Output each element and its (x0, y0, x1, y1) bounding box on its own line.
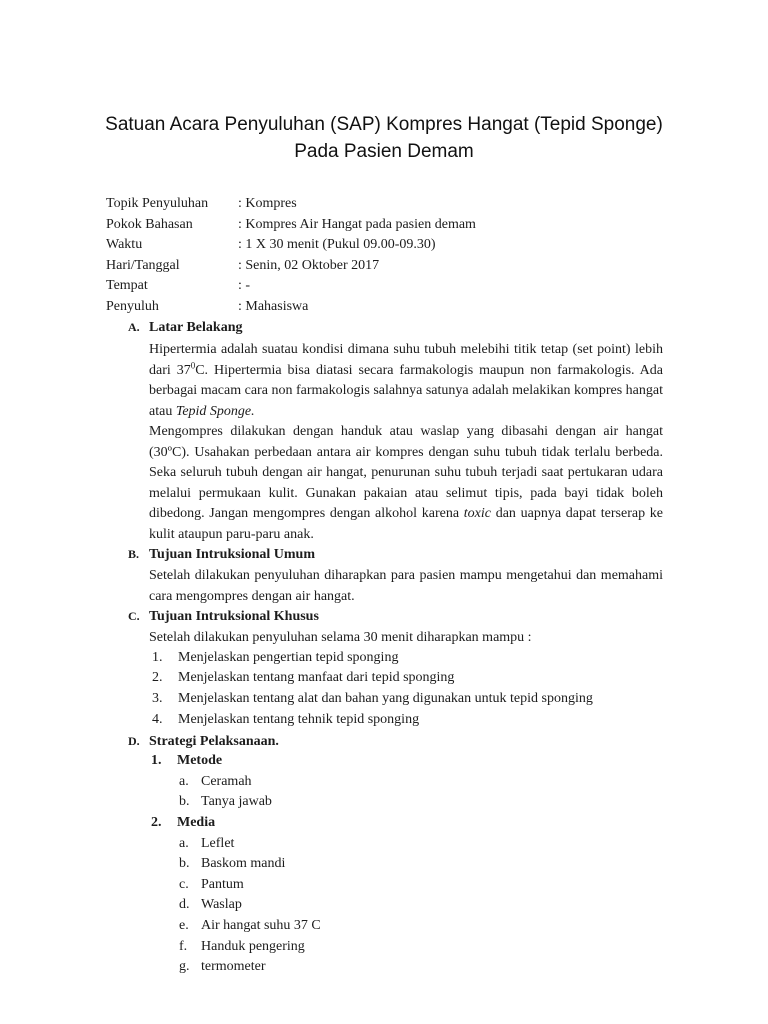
section-a-paragraph-1: Hipertermia adalah suatau kondisi dimana suhu tubuh melebihi titik tetap (set point) lebih dari $37^0C$. Hipertermia bisa diatasi secara farmakologis maupun non farmakologis. Ada berbagai macam cara non farmakologis salahnya satunya adalah melakikan kompres hangat atau Tepid Sponge. (149, 342, 663, 419)
section-title: Tujuan Intruksional Umum (149, 547, 315, 562)
section-b-paragraph: Setelah dilakukan penyuluhan diharapkan para pasien mampu mengetahui dan memahami cara mengompres dengan air hangat. (149, 568, 663, 604)
section-title: Strategi Pelaksanaan. (149, 734, 279, 749)
list-item: 2. Menjelaskan tentang manfaat dari tepid sponging (152, 670, 455, 685)
section-title: Latar Belakang (149, 320, 243, 335)
meta-value: : Mahasiswa (238, 298, 309, 314)
meta-row-penyuluh (106, 297, 476, 318)
media-heading: 2. Media (151, 815, 216, 830)
meta-value: : Kompres (238, 196, 297, 211)
section-d-heading (128, 731, 279, 753)
meta-key: Hari/Tanggal (106, 257, 180, 273)
list-item: b. Tanya jawab (179, 794, 272, 809)
section-title: Tujuan Intruksional Khusus (149, 609, 319, 624)
list-item: a. Ceramah (179, 774, 252, 789)
metadata-table (106, 194, 476, 318)
list-item: 3. Menjelaskan tentang alat dan bahan yang digunakan untuk tepid sponging (152, 691, 593, 706)
section-a-heading (128, 317, 242, 339)
meta-row-pokok (106, 215, 476, 236)
section-letter: D. (128, 734, 140, 748)
list-item: b. Baskom mandi (179, 856, 286, 871)
list-item: f. Handuk pengering (179, 939, 305, 954)
list-item: e. Air hangat suhu 37 C (179, 918, 321, 933)
meta-key: Topik Penyuluhan (106, 196, 209, 211)
page-subtitle: Pada Pasien Demam (294, 141, 474, 162)
meta-value: : Senin, 02 Oktober 2017 (238, 257, 380, 273)
page-title: Satuan Acara Penyuluhan (SAP) Kompres Hangat (Tepid Sponge) (105, 114, 663, 135)
meta-value: : - (238, 278, 251, 294)
meta-row-topik (106, 194, 476, 215)
list-item: d. Waslap (179, 897, 242, 912)
section-letter: C. (128, 609, 140, 623)
section-c-intro: Setelah dilakukan penyuluhan selama 30 menit diharapkan mampu : (149, 630, 532, 645)
meta-key: Penyuluh (106, 298, 159, 314)
list-item: g. termometer (179, 959, 266, 974)
list-item: 1. Menjelaskan pengertian tepid sponging (152, 650, 399, 665)
section-letter: A. (128, 320, 140, 334)
list-item: a. Leflet (179, 836, 235, 851)
list-item: 4. Menjelaskan tentang tehnik tepid sponging (152, 712, 420, 727)
meta-key: Waktu (106, 237, 143, 253)
section-letter: B. (128, 547, 140, 561)
meta-value: : Kompres Air Hangat pada pasien demam (238, 216, 476, 232)
section-b-heading (128, 544, 315, 566)
meta-key: Tempat (106, 278, 148, 294)
meta-row-tempat (106, 276, 476, 297)
meta-key: Pokok Bahasan (106, 216, 193, 232)
meta-row-waktu (106, 235, 476, 256)
section-a-paragraph-2: Mengompres dilakukan dengan handuk atau waslap yang dibasahi dengan air hangat (30ºC). Usahakan perbedaan antara air kompres dengan suhu tubuh tidak terlalu berbeda. Seka seluruh tubuh dengan air hangat, penurunan suhu tubuh terjadi saat pertukaran udara melalui permukaan kulit. Gunakan pakaian atau selimut tipis, pada bayi tidak boleh dibedong. Jangan mengompres dengan alkohol karena toxic dan uapnya dapat terserap ke kulit ataupun paru-paru anak. (149, 424, 663, 542)
meta-row-hari (106, 256, 476, 277)
metode-heading: 1. Metode (151, 753, 223, 768)
list-item: c. Pantum (179, 877, 244, 892)
section-c-heading (128, 606, 319, 628)
meta-value: : 1 X 30 menit (Pukul 09.00-09.30) (238, 237, 436, 253)
